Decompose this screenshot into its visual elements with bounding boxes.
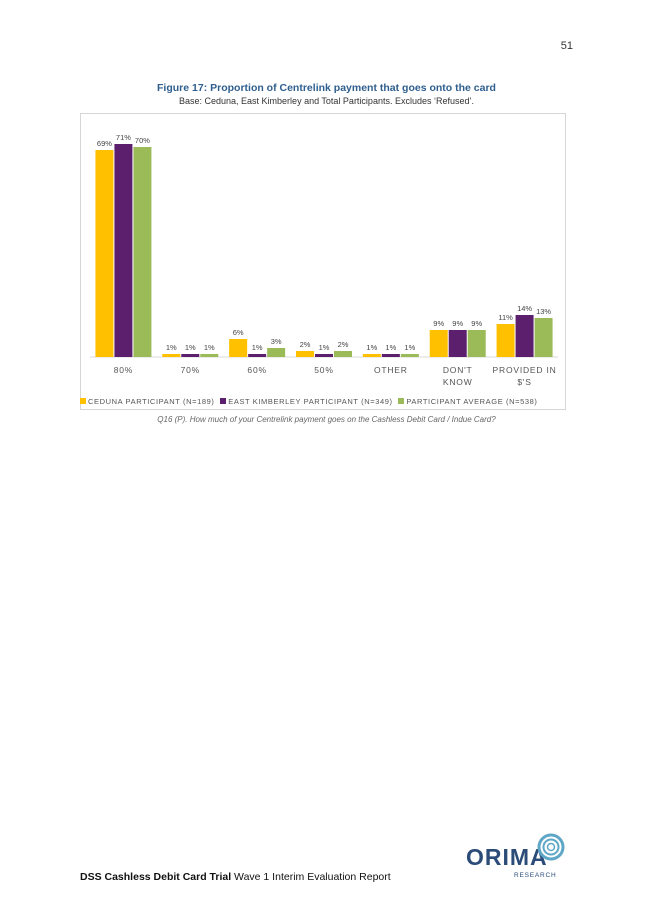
- bar-50-series-1: [315, 354, 333, 357]
- data-label-80-series-1: 71%: [115, 133, 131, 142]
- category-label-other: OTHER: [373, 365, 408, 375]
- legend-swatch-ceduna: [80, 398, 86, 404]
- bar-provided-in-s-series-1: [516, 315, 534, 357]
- bar-80-series-0: [95, 150, 113, 357]
- data-label-provided-in-s-series-1: 14%: [517, 304, 533, 313]
- data-label-60-series-2: 3%: [270, 337, 282, 346]
- chart-legend: [80, 397, 580, 406]
- legend-item-ceduna: [80, 397, 217, 406]
- data-label-80-series-2: 70%: [134, 136, 150, 145]
- footer-rest: Wave 1 Interim Evaluation Report: [231, 871, 391, 883]
- data-label-don-t-know-series-1: 9%: [452, 319, 464, 328]
- category-label-don-t-know-line-0: DON'T: [442, 365, 473, 375]
- data-label-70-series-0: 1%: [165, 343, 177, 352]
- bar-don-t-know-series-0: [430, 330, 448, 357]
- bar-60-series-0: [229, 339, 247, 357]
- figure-title: Figure 17: Proportion of Centrelink payment that goes onto the card: [157, 82, 496, 94]
- data-label-other-series-0: 1%: [366, 343, 378, 352]
- bar-50-series-2: [334, 351, 352, 357]
- bar-60-series-1: [248, 354, 266, 357]
- data-label-70-series-1: 1%: [184, 343, 196, 352]
- legend-label-east-kimberley: EAST KIMBERLEY PARTICIPANT (N=349): [228, 397, 393, 406]
- svg-text:RESEARCH: RESEARCH: [514, 872, 557, 879]
- bar-70-series-1: [181, 354, 199, 357]
- bar-other-series-2: [401, 354, 419, 357]
- data-label-50-series-0: 2%: [299, 340, 311, 349]
- legend-item-participant-average: [398, 397, 537, 406]
- bar-provided-in-s-series-0: [497, 324, 515, 357]
- bar-50-series-0: [296, 351, 314, 357]
- page-number: 51: [560, 40, 573, 52]
- bar-80-series-2: [133, 147, 151, 357]
- bar-60-series-2: [267, 348, 285, 357]
- logo-circle-icon: [539, 835, 563, 859]
- category-label-provided-in-s-line-1: $'S: [517, 377, 532, 387]
- footer: [80, 871, 391, 883]
- data-label-70-series-2: 1%: [203, 343, 215, 352]
- footer-bold: DSS Cashless Debit Card Trial: [80, 871, 232, 883]
- legend-item-east-kimberley: [220, 397, 395, 406]
- data-label-provided-in-s-series-2: 13%: [536, 307, 552, 316]
- data-label-80-series-0: 69%: [96, 139, 112, 148]
- bar-70-series-2: [200, 354, 218, 357]
- bar-provided-in-s-series-2: [535, 318, 553, 357]
- category-label-70: 70%: [180, 365, 200, 375]
- data-label-60-series-1: 1%: [251, 343, 263, 352]
- category-label-60: 60%: [247, 365, 267, 375]
- bar-chart: [80, 113, 566, 410]
- category-label-don-t-know-line-1: KNOW: [442, 377, 473, 387]
- data-label-provided-in-s-series-0: 11%: [498, 313, 513, 322]
- figure-subtitle: Base: Ceduna, East Kimberley and Total Participants. Excludes ‘Refused’.: [179, 96, 474, 106]
- data-label-60-series-0: 6%: [232, 328, 244, 337]
- category-label-50: 50%: [314, 365, 334, 375]
- legend-label-participant-average: PARTICIPANT AVERAGE (N=538): [406, 397, 538, 406]
- data-label-50-series-1: 1%: [318, 343, 330, 352]
- data-label-don-t-know-series-2: 9%: [471, 319, 483, 328]
- category-label-provided-in-s-line-0: PROVIDED IN: [492, 365, 557, 375]
- bar-70-series-0: [162, 354, 180, 357]
- category-label-80: 80%: [113, 365, 134, 375]
- data-label-other-series-2: 1%: [404, 343, 416, 352]
- question-note: Q16 (P). How much of your Centrelink payment goes on the Cashless Debit Card / Indue Card?: [157, 415, 496, 424]
- legend-swatch-east-kimberley: [220, 398, 226, 404]
- data-label-other-series-1: 1%: [385, 343, 397, 352]
- orima-logo: [466, 831, 576, 881]
- bar-80-series-1: [114, 144, 132, 357]
- bar-other-series-1: [382, 354, 400, 357]
- bar-other-series-0: [363, 354, 381, 357]
- data-label-don-t-know-series-0: 9%: [433, 319, 445, 328]
- bar-don-t-know-series-1: [449, 330, 467, 357]
- legend-label-ceduna: CEDUNA PARTICIPANT (N=189): [88, 397, 215, 406]
- bar-don-t-know-series-2: [468, 330, 486, 357]
- data-label-50-series-2: 2%: [337, 340, 349, 349]
- svg-text:ORIMA: ORIMA: [466, 844, 548, 870]
- legend-swatch-participant-average: [398, 398, 404, 404]
